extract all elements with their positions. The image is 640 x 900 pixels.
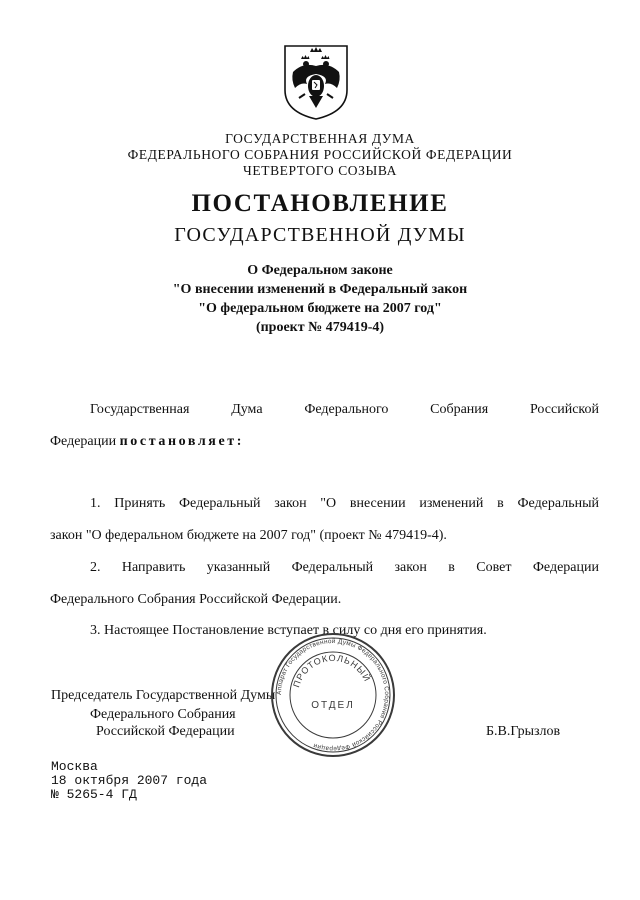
preamble-line-2: [50, 434, 599, 450]
stamp-center-text: ОТДЕЛ: [311, 700, 355, 711]
stamp-ring-text: Аппарат Государственной Думы Федерального Собрания Российской Федерации: [275, 637, 391, 753]
signature-name: Б.В.Грызлов: [486, 724, 561, 739]
header-line-1: ГОСУДАРСТВЕННАЯ ДУМА: [225, 131, 415, 146]
footer-city: Москва: [51, 759, 98, 774]
header-line-3: ЧЕТВЕРТОГО СОЗЫВА: [243, 163, 397, 178]
round-stamp: [268, 630, 398, 760]
preamble-federation: Федерации: [50, 434, 117, 449]
signature-position-line-2: Федерального Собрания: [90, 707, 236, 722]
law-heading-line-1: О Федеральном законе: [247, 263, 393, 278]
item-1-line-2: закон "О федеральном бюджете на 2007 год" (проект № 479419-4).: [50, 528, 447, 543]
header-line-2: ФЕДЕРАЛЬНОГО СОБРАНИЯ РОССИЙСКОЙ ФЕДЕРАЦИИ: [127, 147, 513, 162]
signature-position-line-1: Председатель Государственной Думы: [51, 688, 276, 703]
item-3: 3. Настоящее Постановление вступает в силу со дня его принятия.: [90, 623, 487, 638]
item-2-line-1: 2. Направить указанный Федеральный закон в Совет Федерации: [90, 560, 599, 575]
law-heading-line-2: "О внесении изменений в Федеральный закон: [172, 282, 468, 297]
document-title: ПОСТАНОВЛЕНИЕ: [191, 190, 449, 217]
law-heading-line-4: (проект № 479419-4): [255, 320, 385, 335]
preamble-line-1: Государственная Дума Федерального Собрания Российской: [90, 402, 599, 417]
footer-date: 18 октября 2007 года: [51, 773, 208, 788]
coat-of-arms-emblem: [281, 42, 351, 122]
law-heading-line-3: "О федеральном бюджете на 2007 год": [198, 301, 442, 316]
item-2-line-2: Федерального Собрания Российской Федерации.: [50, 592, 342, 607]
footer-number: № 5265-4 ГД: [51, 787, 137, 802]
preamble-resolves: постановляет:: [119, 434, 245, 449]
document-subtitle: ГОСУДАРСТВЕННОЙ ДУМЫ: [174, 224, 466, 246]
svg-text:ПРОТОКОЛЬНЫЙ: [291, 653, 373, 689]
stamp-inner-arc: ПРОТОКОЛЬНЫЙ: [291, 652, 373, 689]
item-1-line-1: 1. Принять Федеральный закон "О внесении изменений в Федеральный: [90, 496, 599, 511]
signature-position-line-3: Российской Федерации: [96, 724, 235, 739]
